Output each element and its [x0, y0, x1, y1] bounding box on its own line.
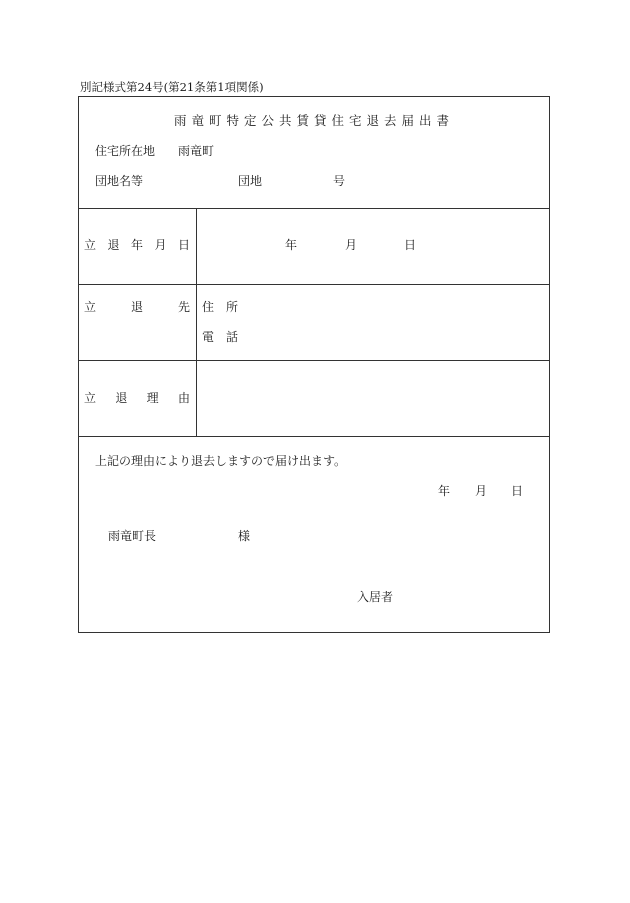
vacate-date-label [84, 239, 190, 251]
address-label: 住宅所在地 [95, 144, 156, 158]
label-char: 月 [154, 238, 167, 252]
reason-field[interactable] [202, 362, 548, 434]
column-divider [196, 208, 197, 437]
form-title: 雨竜町特定公共賃貸住宅退去届出書 [173, 113, 454, 128]
complex-label: 団地名等 [95, 174, 144, 188]
destination-label [84, 301, 190, 313]
vacate-month-field[interactable]: 月 [345, 238, 358, 252]
number-suffix: 号 [333, 174, 346, 188]
submit-month-field[interactable]: 月 [475, 484, 488, 498]
row-divider [78, 436, 550, 437]
row-divider [78, 284, 550, 285]
row-divider [78, 208, 550, 209]
label-char: 退 [130, 300, 143, 314]
label-char: 先 [177, 300, 190, 314]
form-number-caption: 別記様式第24号(第21条第1項関係) [80, 80, 264, 94]
label-char: 立 [84, 238, 97, 252]
label-char: 年 [130, 238, 143, 252]
reason-label [84, 392, 190, 404]
row-divider [78, 360, 550, 361]
label-char: 退 [107, 238, 120, 252]
declaration-text: 上記の理由により退去しますので届け出ます。 [95, 454, 347, 468]
label-char: 由 [177, 391, 190, 405]
vacate-day-field[interactable]: 日 [404, 238, 417, 252]
resident-field[interactable]: 入居者 [357, 590, 394, 604]
label-char: 日 [177, 238, 190, 252]
submit-day-field[interactable]: 日 [511, 484, 524, 498]
complex-suffix: 団地 [238, 174, 263, 188]
honorific: 様 [238, 529, 251, 543]
addressee: 雨竜町長 [108, 529, 157, 543]
vacate-year-field[interactable]: 年 [285, 238, 298, 252]
label-char: 立 [84, 300, 97, 314]
submit-year-field[interactable]: 年 [438, 484, 451, 498]
dest-phone-field[interactable]: 電 話 [202, 330, 239, 344]
label-char: 退 [115, 391, 128, 405]
label-char: 立 [84, 391, 97, 405]
label-char: 理 [146, 391, 159, 405]
dest-address-field[interactable]: 住 所 [202, 300, 239, 314]
address-value: 雨竜町 [178, 144, 215, 158]
